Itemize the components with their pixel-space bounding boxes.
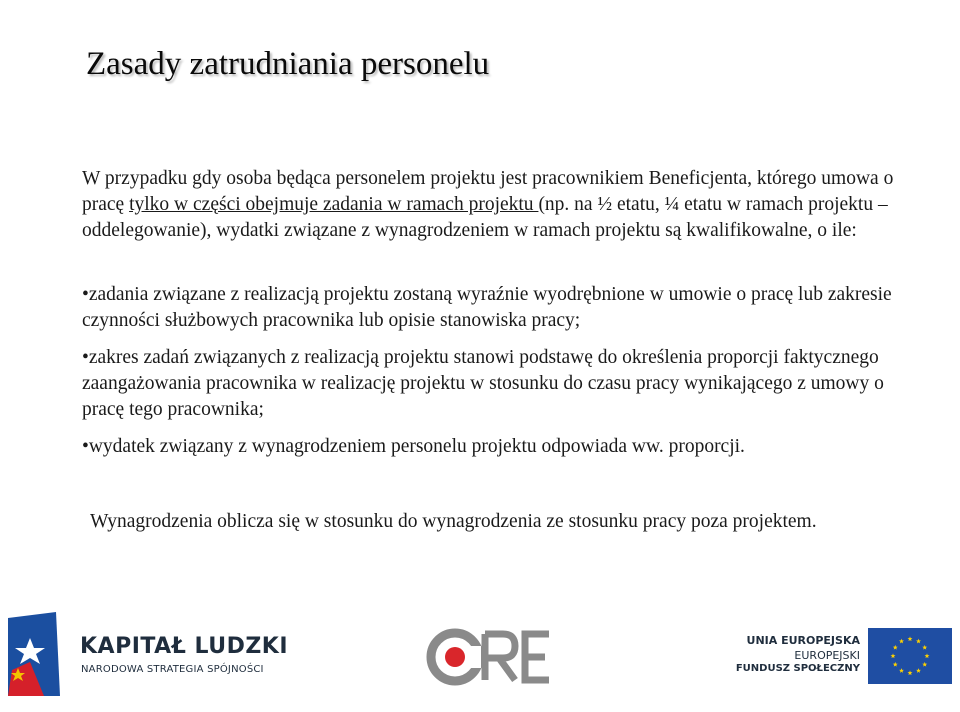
ore-e-letter: [525, 634, 549, 680]
kapital-ludzki-title: KAPITAŁ LUDZKI: [80, 634, 289, 659]
closing-statement: Wynagrodzenia oblicza się w stosunku do wynagrodzenia ze stosunku pracy poza projektem.: [90, 511, 817, 532]
ore-logo: [425, 626, 555, 688]
eu-subtitle-2: FUNDUSZ SPOŁECZNY: [735, 663, 860, 674]
bullet-item: •zakres zadań związanych z realizacją projektu stanowi podstawę do określenia proporcji faktycznego zaangażowania pracownika w realizację projektu w stosunku do czasu pracy wynikającego z umowy o pracę tego pracownika;: [82, 347, 884, 420]
eu-title: UNIA EUROPEJSKA: [746, 634, 860, 647]
intro-underlined: tylko w części obejmuje zadania w ramach projektu: [129, 194, 539, 215]
intro-part1: W przypadku gdy osoba będąca personelem projektu jest pracownikiem Beneficjenta, którego umowa o pracę: [82, 168, 894, 215]
ore-red-dot: [445, 647, 465, 667]
slide-title: Zasady zatrudniania personelu: [86, 46, 490, 82]
intro-paragraph: [82, 166, 902, 244]
bullet-item: •wydatek związany z wynagrodzeniem personelu projektu odpowiada ww. proporcji.: [82, 436, 745, 457]
eu-flag-icon: [868, 628, 952, 684]
intro-part2: (np. na ½ etatu, ¼ etatu w ramach projektu – oddelegowanie), wydatki związane z wynagrodzeniem w ramach projektu są kwalifikowalne, o ile:: [82, 194, 888, 241]
eu-subtitle-1: EUROPEJSKI: [794, 649, 860, 662]
kapital-ludzki-subtitle: NARODOWA STRATEGIA SPÓJNOŚCI: [81, 664, 264, 675]
bullet-item: •zadania związane z realizacją projektu zostaną wyraźnie wyodrębnione w umowie o pracę lub zakresie czynności służbowych pracownika lub opisie stanowiska pracy;: [82, 284, 892, 331]
ore-r-letter: [485, 634, 515, 680]
ore-o-gap: [465, 646, 481, 668]
